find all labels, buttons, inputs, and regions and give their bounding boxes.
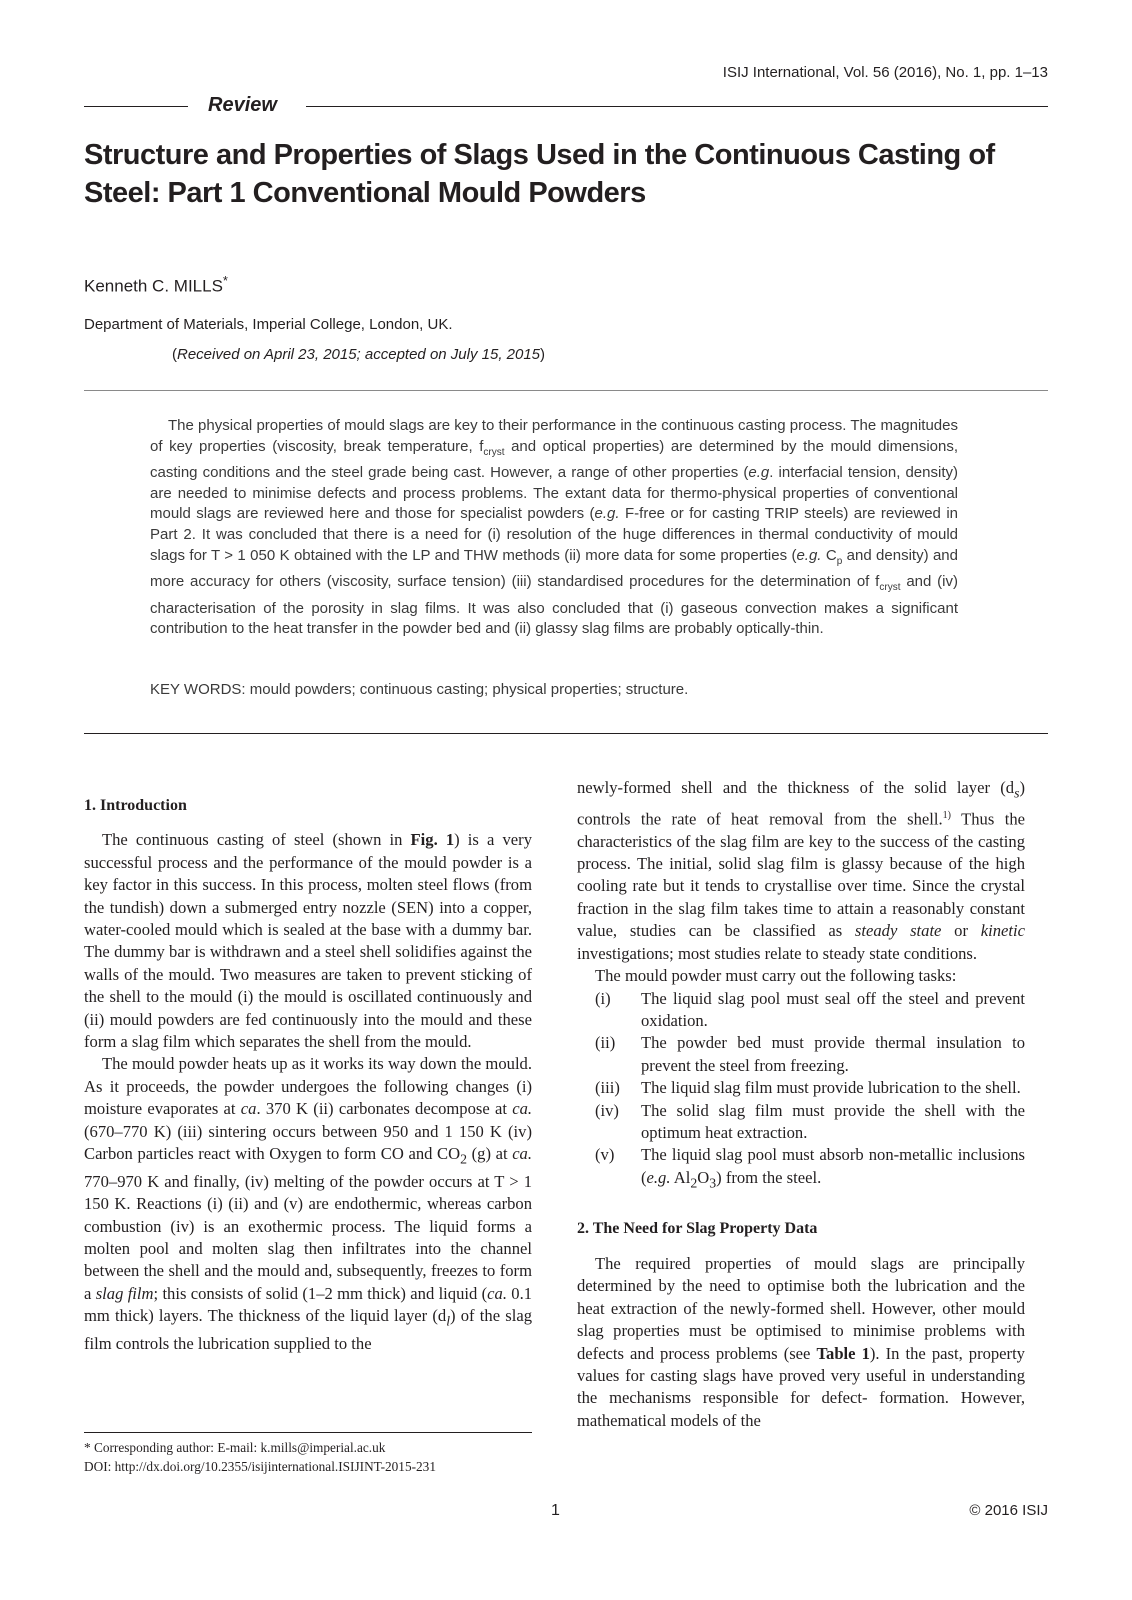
paragraph-text: ) controls the rate of heat removal from the shell. bbox=[577, 778, 1025, 829]
tasks-intro: The mould powder must carry out the following tasks: bbox=[595, 966, 957, 986]
footnote bbox=[84, 1438, 532, 1476]
page-number: 1 bbox=[551, 1502, 560, 1519]
abstract-text: The physical properties of mould slags are key to their performance in the continuous casting process. The magnitudes of key properties (viscosity, break temperature, f bbox=[150, 417, 958, 455]
paragraph-text: . 370 K (ii) carbonates decompose at bbox=[256, 1099, 513, 1119]
footnote-rule bbox=[84, 1432, 532, 1433]
paragraph bbox=[84, 829, 532, 1053]
received-dates: (Received on April 23, 2015; accepted on July 15, 2015) bbox=[172, 346, 546, 363]
affiliation: Department of Materials, Imperial College, London, UK. bbox=[84, 316, 453, 333]
abstract-subscript: p bbox=[836, 555, 843, 567]
abstract-text: and optical properties) are determined by the mould dimensions, casting conditions and the steel grade being cast. However, a range of other properties ( bbox=[150, 437, 958, 482]
task-item bbox=[577, 1032, 1025, 1077]
author bbox=[84, 273, 228, 297]
italic-text: e.g. bbox=[646, 1167, 671, 1187]
task-item bbox=[577, 1144, 1025, 1194]
italic-text: ca. bbox=[512, 1099, 533, 1119]
paragraph bbox=[577, 1253, 1025, 1432]
task-text bbox=[641, 1144, 1025, 1194]
task-item bbox=[577, 988, 1025, 1033]
keywords: KEY WORDS: mould powders; continuous casting; physical properties; structure. bbox=[150, 681, 689, 698]
abstract-text: and (iv) characterisation of the porosity in slag films. It was also concluded that (i) gaseous convection makes a significant contribution to the heat transfer in the powder bed and (ii) glassy slag films are probably optically-thin. bbox=[150, 573, 959, 638]
subscript: 2 bbox=[690, 1175, 698, 1191]
subscript: s bbox=[1014, 785, 1020, 801]
paragraph-text: The required properties of mould slags are principally determined by the need to optimise both the lubrication and the heat extraction of the newly-formed shell. However, other mould slag properties must be optimised to minimise problems with defects and process problems (see bbox=[577, 1253, 1025, 1363]
corresponding-author-note: * Corresponding author: E-mail: k.mills@imperial.ac.uk bbox=[84, 1440, 386, 1455]
paragraph-text: Thus the characteristics of the slag film are key to the success of the casting process. The initial, solid slag film is glassy because of the high cooling rate but it tends to crystallise over time. Since the crystal fraction in the slag film takes time to attain a reasonably constant value, studies can be classified as bbox=[577, 809, 1025, 941]
abstract-subscript: cryst bbox=[483, 446, 505, 458]
section-heading: 1. Introduction bbox=[84, 797, 187, 814]
subscript: 3 bbox=[709, 1175, 717, 1191]
task-text-part: ) from the steel. bbox=[716, 1167, 822, 1187]
table-reference[interactable]: Table 1 bbox=[816, 1343, 870, 1363]
paragraph-text: (g) at bbox=[467, 1144, 513, 1164]
article-title: Structure and Properties of Slags Used in the Continuous Casting of Steel: Part 1 Conventional Mould Powders bbox=[84, 139, 995, 209]
abstract-text: and density) and more accuracy for others (viscosity, surface tension) (iii) standardised procedures for the determination of f bbox=[150, 546, 958, 591]
task-number: (iv) bbox=[595, 1100, 619, 1120]
task-number: (ii) bbox=[595, 1033, 616, 1053]
task-number: (i) bbox=[595, 988, 611, 1008]
abstract-rule-top bbox=[84, 390, 1048, 391]
abstract-text: F-free or for casting TRIP steels) are reviewed in Part 2. It was concluded that there is a need for (i) resolution of the huge differences in thermal conductivity of mould slags for T > 1 050 K obtained with the LP and THW methods (ii) more data for some properties ( bbox=[150, 505, 959, 564]
right-column bbox=[577, 778, 1025, 1432]
paragraph-text: newly-formed shell and the thickness of the solid layer (d bbox=[577, 778, 1015, 797]
paragraph-text: The mould powder heats up as it works its way down the mould. As it proceeds, the powder undergoes the following changes (i) moisture evaporates at bbox=[84, 1054, 532, 1119]
italic-text: slag film bbox=[95, 1283, 154, 1303]
task-text-part: The liquid slag pool must absorb non-metallic inclusions ( bbox=[641, 1145, 1025, 1187]
task-number: (iii) bbox=[595, 1078, 620, 1098]
header-rule-left bbox=[84, 106, 188, 107]
header-rule-right bbox=[306, 106, 1048, 107]
section-label: Review bbox=[208, 94, 277, 116]
corresponding-mark: * bbox=[222, 273, 228, 288]
abstract-text: C bbox=[821, 546, 837, 564]
task-text: The solid slag film must provide the shell with the optimum heat extraction. bbox=[641, 1100, 1025, 1142]
italic-text: ca. bbox=[487, 1283, 507, 1303]
task-text-part: O bbox=[697, 1167, 710, 1187]
task-text: The liquid slag pool must seal off the steel and prevent oxidation. bbox=[641, 988, 1025, 1030]
abstract-italic: e.g. bbox=[594, 505, 620, 523]
abstract bbox=[150, 416, 958, 640]
paragraph-text: 0.1 mm thick) layers. The thickness of the liquid layer (d bbox=[84, 1283, 533, 1326]
subscript: l bbox=[446, 1313, 451, 1329]
paragraph-text: ) of the slag film controls the lubrication supplied to the bbox=[84, 1306, 532, 1353]
citation-reference[interactable]: 1) bbox=[942, 809, 952, 821]
paragraph-text: The continuous casting of steel (shown in bbox=[102, 830, 411, 850]
task-text-part: Al bbox=[670, 1167, 691, 1187]
paragraph-text: ) is a very successful process and the performance of the mould powder is a key factor in this success. In this process, molten steel flows (from the tundish) down a submerged entry nozzle (SEN) into a copper, water-cooled mould which is sealed at the base with a dummy bar. The dummy bar is withdrawn and a steel shell solidifies against the walls of the mould. Two measures are taken to prevent sticking of the shell to the mould (i) the mould is oscillated continuously and (ii) mould powders are fed continuously into the mould and these form a slag film which separates the shell from the mould. bbox=[84, 830, 532, 1052]
abstract-italic: e.g. bbox=[796, 546, 822, 564]
paragraph-text: 770–970 K and finally, (iv) melting of the powder occurs at T > 1 150 K. Reactions (i) (ii) and (v) are endothermic, whereas carbon combustion (iv) is an exothermic process. The liquid forms a molten pool and molten slag then infiltrates into the channel between the shell and the mould and, subsequently, freezes to form a bbox=[84, 1171, 532, 1303]
task-text: The powder bed must provide thermal insulation to prevent the steel from freezing. bbox=[641, 1033, 1025, 1075]
abstract-subscript: cryst bbox=[879, 582, 901, 594]
author-name: Kenneth C. MILLS bbox=[84, 276, 223, 296]
abstract-rule-bottom bbox=[84, 733, 1048, 734]
figure-reference[interactable]: Fig. 1 bbox=[410, 830, 455, 850]
left-column bbox=[84, 784, 532, 1355]
italic-text: kinetic bbox=[980, 921, 1025, 941]
copyright: © 2016 ISIJ bbox=[969, 1502, 1048, 1519]
paragraph-text: ; this consists of solid (1–2 mm thick) and liquid ( bbox=[153, 1283, 488, 1303]
paragraph bbox=[84, 1053, 532, 1355]
task-number: (v) bbox=[595, 1145, 615, 1165]
paragraph bbox=[577, 777, 1025, 965]
section-heading: 2. The Need for Slag Property Data bbox=[577, 1220, 818, 1238]
italic-text: steady state bbox=[854, 921, 942, 941]
task-item bbox=[577, 1077, 1025, 1099]
abstract-italic: e.g bbox=[748, 464, 770, 482]
task-item bbox=[577, 1100, 1025, 1145]
paragraph-text: (670–770 K) (iii) sintering occurs between 950 and 1 150 K (iv) Carbon particles react with Oxygen to form CO and CO bbox=[84, 1121, 532, 1164]
abstract-text: . interfacial tension, density) are needed to minimise defects and process problems. The extant data for thermo-physical properties of conventional mould slags are reviewed here and those for specialist powders ( bbox=[150, 464, 958, 523]
journal-reference: ISIJ International, Vol. 56 (2016), No. 1, pp. 1–13 bbox=[722, 64, 1048, 81]
subscript: 2 bbox=[460, 1151, 468, 1167]
paragraph-text: investigations; most studies relate to steady state conditions. bbox=[577, 943, 978, 963]
italic-text: ca. bbox=[512, 1144, 532, 1164]
paragraph-text: ). In the past, property values for casting slags have proved very useful in understanding the mechanisms responsible for defect- formation. However, mathematical models of the bbox=[577, 1343, 1025, 1430]
doi-link[interactable]: DOI: http://dx.doi.org/10.2355/isijinternational.ISIJINT-2015-231 bbox=[84, 1459, 436, 1474]
task-text: The liquid slag film must provide lubrication to the shell. bbox=[641, 1078, 1021, 1098]
paragraph-text: or bbox=[941, 921, 981, 941]
italic-text: ca bbox=[240, 1099, 257, 1119]
received-text: Received on April 23, 2015; accepted on July 15, 2015 bbox=[177, 346, 541, 363]
